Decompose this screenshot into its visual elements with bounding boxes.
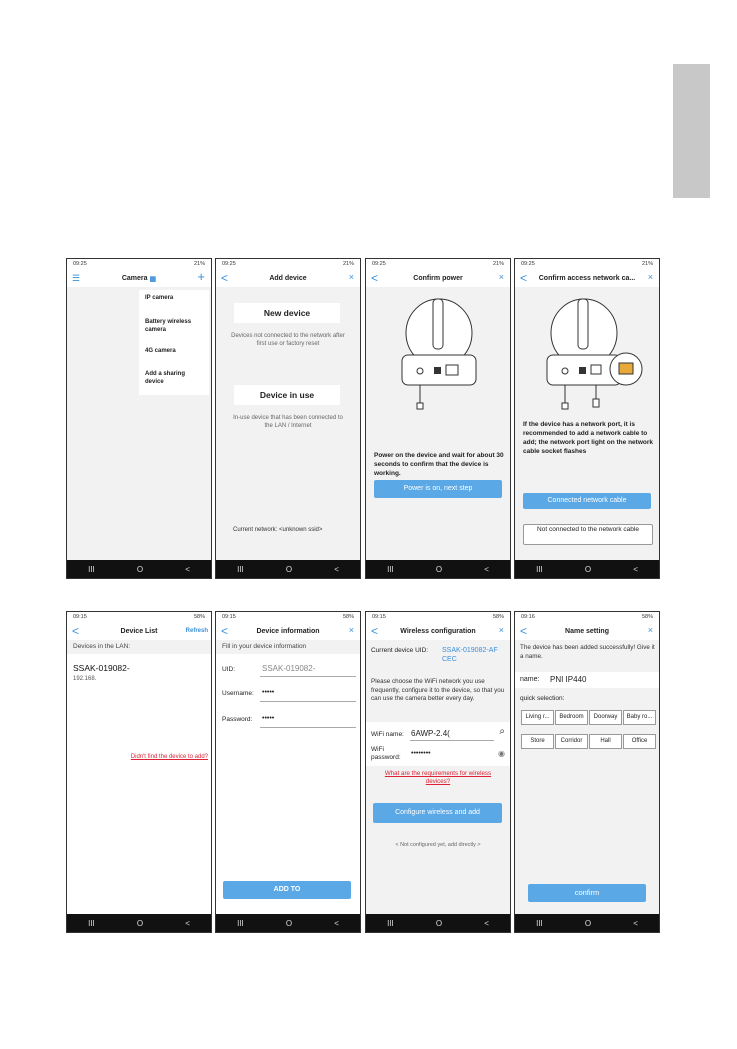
- configure-wireless-button[interactable]: Configure wireless and add: [373, 803, 502, 823]
- recent-apps-button[interactable]: III: [536, 564, 543, 574]
- back-nav-button[interactable]: <: [185, 564, 190, 574]
- add-to-button[interactable]: ADD TO: [223, 881, 351, 899]
- back-nav-button[interactable]: <: [185, 918, 190, 928]
- not-connected-cable-button[interactable]: Not connected to the network cable: [523, 524, 653, 545]
- page-title: Confirm power: [413, 275, 463, 282]
- android-nav: [67, 560, 211, 578]
- back-icon[interactable]: <: [520, 271, 528, 285]
- wifi-name-label: WiFi name:: [371, 731, 404, 738]
- camera-network-illustration-icon: [541, 295, 645, 413]
- success-message: The device has been added successfully! Give it a name.: [520, 644, 655, 660]
- recent-apps-button[interactable]: III: [536, 918, 543, 928]
- wifi-form: [366, 722, 510, 766]
- power-on-next-button[interactable]: Power is on, next step: [374, 480, 502, 498]
- chip-hall[interactable]: Hall: [589, 734, 622, 749]
- requirements-link[interactable]: What are the requirements for wireless devices?: [384, 770, 492, 785]
- lan-label: Devices in the LAN:: [67, 640, 211, 654]
- home-button[interactable]: O: [435, 918, 443, 928]
- screen-wireless-configuration: [365, 611, 511, 933]
- status-time: 09:25: [222, 261, 236, 267]
- name-input[interactable]: PNI IP440: [550, 675, 587, 684]
- search-icon[interactable]: ⌕: [499, 726, 505, 737]
- page-title: Name setting: [565, 628, 609, 635]
- menu-item-battery-camera[interactable]: Battery wireless camera: [145, 319, 192, 333]
- device-list-body: [67, 640, 211, 914]
- confirm-network-body: [515, 287, 659, 560]
- close-icon[interactable]: ×: [647, 272, 653, 282]
- home-button[interactable]: O: [285, 918, 293, 928]
- home-button[interactable]: O: [435, 564, 443, 574]
- chip-bedroom[interactable]: Bedroom: [555, 710, 588, 725]
- header: [366, 270, 510, 287]
- header: [67, 270, 211, 287]
- home-button[interactable]: O: [584, 918, 592, 928]
- menu-icon[interactable]: ☰: [72, 273, 81, 283]
- add-icon[interactable]: +: [197, 269, 205, 284]
- chip-office[interactable]: Office: [623, 734, 656, 749]
- header: [216, 623, 360, 640]
- instruction-text: Power on the device and wait for about 30 seconds to confirm that the device is working.: [374, 452, 504, 477]
- device-in-use-button[interactable]: Device in use: [234, 385, 340, 405]
- name-label: name:: [520, 676, 540, 683]
- close-icon[interactable]: ×: [498, 625, 504, 635]
- new-device-desc: Devices not connected to the network after first use or factory reset: [231, 333, 345, 347]
- chip-corridor[interactable]: Corridor: [555, 734, 588, 749]
- status-time: 09:15: [372, 614, 386, 620]
- recent-apps-button[interactable]: III: [88, 564, 95, 574]
- back-icon[interactable]: <: [520, 624, 528, 638]
- status-battery: 21%: [193, 261, 205, 267]
- close-icon[interactable]: ×: [498, 272, 504, 282]
- menu-item-sharing-device[interactable]: Add a sharing device: [145, 371, 186, 385]
- instruction-text: If the device has a network port, it is recommended to add a network cable to add; the network port light on the network cable socket flashes: [523, 421, 653, 455]
- uid-underline: [260, 676, 356, 677]
- name-row: [515, 672, 659, 688]
- device-not-found-link[interactable]: Didn't find the device to add?: [130, 754, 208, 760]
- status-bar: [515, 612, 659, 623]
- status-battery: 58%: [193, 614, 205, 620]
- status-time: 09:15: [222, 614, 236, 620]
- screen-device-list: [66, 611, 212, 933]
- status-battery: 58%: [492, 614, 504, 620]
- back-nav-button[interactable]: <: [633, 564, 638, 574]
- name-setting-body: [515, 640, 659, 914]
- android-nav: [216, 560, 360, 578]
- camera-illustration-icon: [396, 295, 482, 413]
- add-device-body: [216, 287, 360, 560]
- username-label: Username:: [222, 690, 254, 697]
- current-network: Current network: <unknown ssid>: [233, 527, 323, 533]
- back-icon[interactable]: <: [221, 271, 229, 285]
- status-time: 09:16: [521, 614, 535, 620]
- status-bar: [67, 612, 211, 623]
- recent-apps-button[interactable]: III: [88, 918, 95, 928]
- screen-add-device: [215, 258, 361, 579]
- eye-icon[interactable]: ◉: [498, 749, 505, 758]
- status-battery: 21%: [342, 261, 354, 267]
- grid-icon[interactable]: ▦: [149, 275, 157, 283]
- page-title: Camera: [121, 275, 148, 282]
- header: [515, 270, 659, 287]
- home-button[interactable]: O: [584, 564, 592, 574]
- menu-item-4g-camera[interactable]: 4G camera: [145, 348, 176, 354]
- uid-field[interactable]: SSAK-019082-: [262, 664, 316, 673]
- wifi-password-label: WiFi password:: [371, 746, 401, 761]
- wifi-password-field[interactable]: ••••••••: [411, 750, 431, 757]
- page-title: Wireless configuration: [400, 628, 476, 635]
- page-title: Confirm access network ca...: [538, 275, 636, 282]
- refresh-link[interactable]: Refresh: [185, 628, 208, 634]
- connected-cable-button[interactable]: Connected network cable: [523, 493, 651, 509]
- add-directly-link[interactable]: < Not configured yet, add directly >: [395, 842, 481, 848]
- screen-confirm-network: [514, 258, 660, 579]
- password-field[interactable]: •••••: [262, 715, 275, 722]
- status-time: 09:25: [73, 261, 87, 267]
- status-bar: [67, 259, 211, 270]
- close-icon[interactable]: ×: [348, 625, 354, 635]
- chip-baby-room[interactable]: Baby ro...: [623, 710, 656, 725]
- page-title: Device information: [256, 628, 320, 635]
- page-title: Device List: [120, 628, 158, 635]
- screen-camera: [66, 258, 212, 579]
- recent-apps-button[interactable]: III: [387, 918, 394, 928]
- add-menu: [139, 290, 209, 395]
- instruction-text: Please choose the WiFi network you use frequently, configure it to the device, so that you can use the camera better every day.: [371, 678, 505, 702]
- camera-list-area: [67, 287, 211, 560]
- back-nav-button[interactable]: <: [334, 918, 339, 928]
- recent-apps-button[interactable]: III: [237, 564, 244, 574]
- back-nav-button[interactable]: <: [484, 918, 489, 928]
- wifi-name-field[interactable]: 6AWP-2.4(: [411, 729, 450, 738]
- back-nav-button[interactable]: <: [633, 918, 638, 928]
- wireless-config-body: [366, 640, 510, 914]
- screen-name-setting: [514, 611, 660, 933]
- home-button[interactable]: O: [285, 564, 293, 574]
- android-nav: [515, 914, 659, 932]
- wifi-name-underline: [410, 740, 494, 741]
- device-in-use-desc: In-use device that has been connected to the LAN / Internet: [233, 415, 343, 429]
- header: [216, 270, 360, 287]
- home-button[interactable]: O: [136, 564, 144, 574]
- confirm-power-body: [366, 287, 510, 560]
- status-time: 09:25: [372, 261, 386, 267]
- device-ip: 192.168.: [73, 676, 97, 682]
- username-field[interactable]: •••••: [262, 689, 275, 696]
- uid-label: Current device UID:: [371, 647, 429, 654]
- recent-apps-button[interactable]: III: [237, 918, 244, 928]
- status-time: 09:25: [521, 261, 535, 267]
- chip-living-room[interactable]: Living r...: [521, 710, 554, 725]
- back-nav-button[interactable]: <: [484, 564, 489, 574]
- chip-doorway[interactable]: Doorway: [589, 710, 622, 725]
- password-underline: [260, 727, 356, 728]
- section-tab: [673, 64, 710, 198]
- status-time: 09:15: [73, 614, 87, 620]
- android-nav: [67, 914, 211, 932]
- chip-store[interactable]: Store: [521, 734, 554, 749]
- header: [67, 623, 211, 640]
- back-icon[interactable]: <: [371, 271, 379, 285]
- android-nav: [366, 560, 510, 578]
- close-icon[interactable]: ×: [348, 272, 354, 282]
- status-bar: [216, 259, 360, 270]
- username-underline: [260, 701, 356, 702]
- device-info-body: [216, 640, 360, 914]
- home-button[interactable]: O: [136, 918, 144, 928]
- password-label: Password:: [222, 716, 253, 723]
- status-bar: [216, 612, 360, 623]
- status-battery: 21%: [641, 261, 653, 267]
- new-device-button[interactable]: New device: [234, 303, 340, 323]
- status-bar: [515, 259, 659, 270]
- confirm-button[interactable]: confirm: [528, 884, 646, 902]
- status-bar: [366, 612, 510, 623]
- uid-value: SSAK-019082-AF CEC: [442, 647, 498, 663]
- menu-item-ip-camera[interactable]: IP camera: [145, 295, 174, 301]
- fill-label: Fill in your device information: [216, 640, 360, 654]
- back-icon[interactable]: <: [72, 624, 80, 638]
- status-battery: 58%: [641, 614, 653, 620]
- status-bar: [366, 259, 510, 270]
- device-name[interactable]: SSAK-019082-: [73, 663, 130, 673]
- back-icon[interactable]: <: [371, 624, 379, 638]
- uid-label: UID:: [222, 666, 235, 673]
- quick-selection-label: quick selection:: [520, 695, 565, 702]
- back-nav-button[interactable]: <: [334, 564, 339, 574]
- android-nav: [515, 560, 659, 578]
- header: [366, 623, 510, 640]
- back-icon[interactable]: <: [221, 624, 229, 638]
- status-battery: 21%: [492, 261, 504, 267]
- close-icon[interactable]: ×: [647, 625, 653, 635]
- status-battery: 58%: [342, 614, 354, 620]
- screen-confirm-power: [365, 258, 511, 579]
- android-nav: [216, 914, 360, 932]
- android-nav: [366, 914, 510, 932]
- page-title: Add device: [269, 275, 307, 282]
- recent-apps-button[interactable]: III: [387, 564, 394, 574]
- header: [515, 623, 659, 640]
- screen-device-information: [215, 611, 361, 933]
